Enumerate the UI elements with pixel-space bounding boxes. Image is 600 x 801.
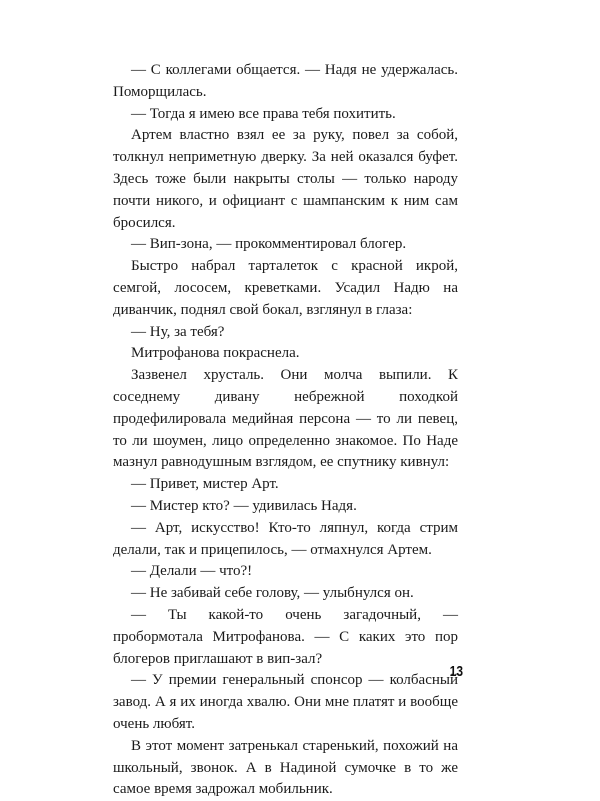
paragraph: В этот момент затренькал старенький, похожий на школьный, звонок. А в Надиной сумочке в то же самое время задрожал мобильник. — [113, 737, 458, 798]
paragraph: — Тогда я имею все права тебя похитить. — [131, 105, 396, 122]
paragraph: — Не забивай себе голову, — улыбнулся он. — [131, 585, 414, 602]
paragraph: — Привет, мистер Арт. — [131, 476, 279, 493]
page-number: 13 — [449, 663, 463, 680]
paragraph: — Арт, искусство! Кто-то ляпнул, когда стрим делали, так и прицепилось, — отмахнулся Артем. — [113, 519, 458, 558]
paragraph: — Вип-зона, — прокомментировал блогер. — [131, 236, 407, 253]
paragraph: Артем властно взял ее за руку, повел за собой, толкнул неприметную дверку. За ней оказался буфет. Здесь тоже были накрыты столы — только народу почти никого, и официант с шампанским к ним сам бросился. — [113, 127, 458, 231]
paragraph: — У премии генеральный спонсор — колбасный завод. А я их иногда хвалю. Они мне платят и вообще очень любят. — [113, 672, 458, 732]
paragraph: — Делали — что?! — [131, 563, 253, 580]
paragraph: — С коллегами общается. — Надя не удержалась. Поморщилась. — [113, 62, 458, 100]
paragraph: Митрофанова покраснела. — [131, 345, 300, 362]
paragraph: — Мистер кто? — удивилась Надя. — [131, 497, 357, 514]
paragraph: Быстро набрал тарталеток с красной икрой, семгой, лососем, креветками. Усадил Надю на диванчик, поднял свой бокал, взглянул в глаза: — [113, 258, 458, 318]
paragraph: — Ты какой-то очень загадочный, — пробормотала Митрофанова. — С каких это пор блогеров приглашают в вип-зал? — [113, 606, 458, 667]
paragraph: — Ну, за тебя? — [131, 323, 225, 340]
body-text — [113, 60, 458, 801]
paragraph: Зазвенел хрусталь. Они молча выпили. К соседнему дивану небрежной походкой продефилировала медийная персона — то ли певец, то ли шоумен, лицо определенно знакомое. По Наде мазнул равнодушным взглядом, ее спутнику кивнул: — [113, 367, 458, 471]
